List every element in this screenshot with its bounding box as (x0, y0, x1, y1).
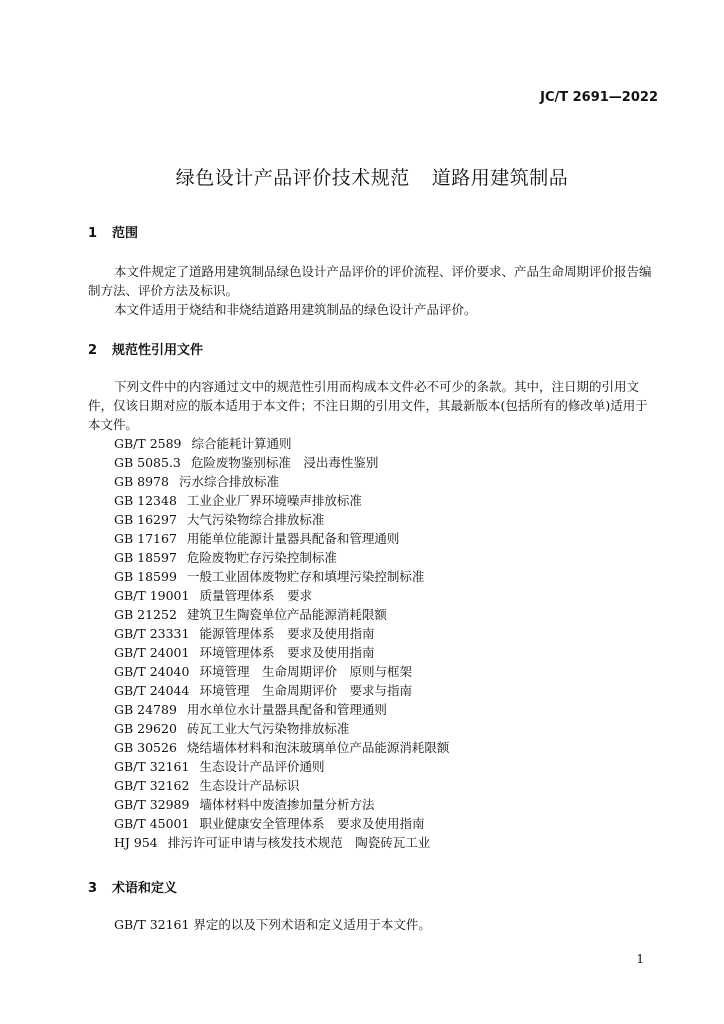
reference-code: GB/T 32162 (114, 778, 190, 793)
reference-code: GB 8978 (114, 474, 169, 489)
reference-item (114, 567, 674, 586)
reference-title: 工业企业厂界环境噪声排放标准 (186, 493, 362, 508)
reference-code: GB/T 32161 (114, 759, 190, 774)
reference-code: GB 18599 (114, 569, 177, 584)
reference-title: 危险废物鉴别标准 浸出毒性鉴别 (190, 455, 379, 470)
section-title: 术语和定义 (112, 881, 178, 896)
reference-title: 生态设计产品标识 (199, 778, 300, 793)
section-number: 1 (88, 226, 98, 241)
reference-item (114, 624, 674, 643)
section-1-paragraph-2: 本文件适用于烧结和非烧结道路用建筑制品的绿色设计产品评价。 (114, 302, 477, 317)
reference-code: GB 29620 (114, 721, 177, 736)
section-1-paragraph-1: 本文件规定了道路用建筑制品绿色设计产品评价的评价流程、评价要求、产品生命周期评价报告编制方法、评价方法及标识。 (88, 264, 652, 298)
reference-code: GB 12348 (114, 493, 177, 508)
reference-item (114, 757, 674, 776)
reference-item (114, 529, 674, 548)
document-title (0, 163, 724, 190)
document-code: JC/T 2691—2022 (540, 90, 658, 105)
section-3-heading (88, 877, 177, 896)
reference-item (114, 472, 674, 491)
reference-title: 用水单位水计量器具配备和管理通则 (186, 702, 387, 717)
reference-item (114, 605, 674, 624)
page-number: 1 (636, 952, 644, 966)
reference-title: 危险废物贮存污染控制标准 (186, 550, 337, 565)
reference-code: GB 30526 (114, 740, 177, 755)
section-3-text: GB/T 32161 界定的以及下列术语和定义适用于本文件。 (114, 917, 431, 932)
reference-title: 建筑卫生陶瓷单位产品能源消耗限额 (186, 607, 387, 622)
reference-item (114, 662, 674, 681)
reference-code: GB 21252 (114, 607, 177, 622)
reference-code: GB 24789 (114, 702, 177, 717)
reference-item (114, 738, 674, 757)
reference-code: GB/T 24044 (114, 683, 190, 698)
section-2-intro: 下列文件中的内容通过文中的规范性引用而构成本文件必不可少的条款。其中，注日期的引用文件，仅该日期对应的版本适用于本文件；不注日期的引用文件，其最新版本(包括所有的修改单)适用于本文件。 (88, 379, 648, 432)
reference-code: HJ 954 (114, 835, 158, 850)
reference-title: 环境管理体系 要求及使用指南 (199, 645, 375, 660)
normative-references-list (114, 434, 674, 852)
section-1-heading (88, 222, 138, 241)
reference-title: 污水综合排放标准 (178, 474, 279, 489)
reference-code: GB 17167 (114, 531, 177, 546)
reference-item (114, 434, 674, 453)
reference-code: GB/T 24040 (114, 664, 190, 679)
reference-item (114, 776, 674, 795)
reference-title: 质量管理体系 要求 (199, 588, 312, 603)
reference-item (114, 453, 674, 472)
reference-item (114, 586, 674, 605)
reference-item (114, 719, 674, 738)
reference-title: 墙体材料中废渣掺加量分析方法 (199, 797, 375, 812)
reference-title: 砖瓦工业大气污染物排放标准 (186, 721, 350, 736)
section-2-heading (88, 339, 203, 358)
reference-code: GB 18597 (114, 550, 177, 565)
reference-code: GB 5085.3 (114, 455, 181, 470)
reference-title: 大气污染物综合排放标准 (186, 512, 325, 527)
reference-title: 职业健康安全管理体系 要求及使用指南 (199, 816, 425, 831)
title-part-2: 道路用建筑制品 (431, 167, 569, 189)
reference-code: GB/T 23331 (114, 626, 190, 641)
reference-title: 能源管理体系 要求及使用指南 (199, 626, 375, 641)
reference-item (114, 681, 674, 700)
reference-code: GB/T 2589 (114, 436, 182, 451)
reference-title: 环境管理 生命周期评价 原则与框架 (199, 664, 412, 679)
reference-code: GB/T 32989 (114, 797, 190, 812)
reference-code: GB 16297 (114, 512, 177, 527)
title-part-1: 绿色设计产品评价技术规范 (175, 167, 410, 189)
reference-title: 环境管理 生命周期评价 要求与指南 (199, 683, 412, 698)
reference-title: 烧结墙体材料和泡沫玻璃单位产品能源消耗限额 (186, 740, 450, 755)
reference-item (114, 491, 674, 510)
reference-item (114, 548, 674, 567)
reference-code: GB/T 24001 (114, 645, 190, 660)
reference-item (114, 833, 674, 852)
section-title: 范围 (112, 226, 139, 241)
section-title: 规范性引用文件 (112, 343, 204, 358)
reference-item (114, 814, 674, 833)
reference-code: GB/T 19001 (114, 588, 190, 603)
reference-title: 一般工业固体废物贮存和填埋污染控制标准 (186, 569, 425, 584)
reference-item (114, 795, 674, 814)
reference-item (114, 700, 674, 719)
reference-title: 用能单位能源计量器具配备和管理通则 (186, 531, 400, 546)
reference-item (114, 643, 674, 662)
reference-title: 生态设计产品评价通则 (199, 759, 325, 774)
reference-title: 综合能耗计算通则 (191, 436, 292, 451)
reference-title: 排污许可证申请与核发技术规范 陶瓷砖瓦工业 (167, 835, 431, 850)
section-number: 2 (88, 343, 98, 358)
section-number: 3 (88, 881, 98, 896)
reference-code: GB/T 45001 (114, 816, 190, 831)
reference-item (114, 510, 674, 529)
